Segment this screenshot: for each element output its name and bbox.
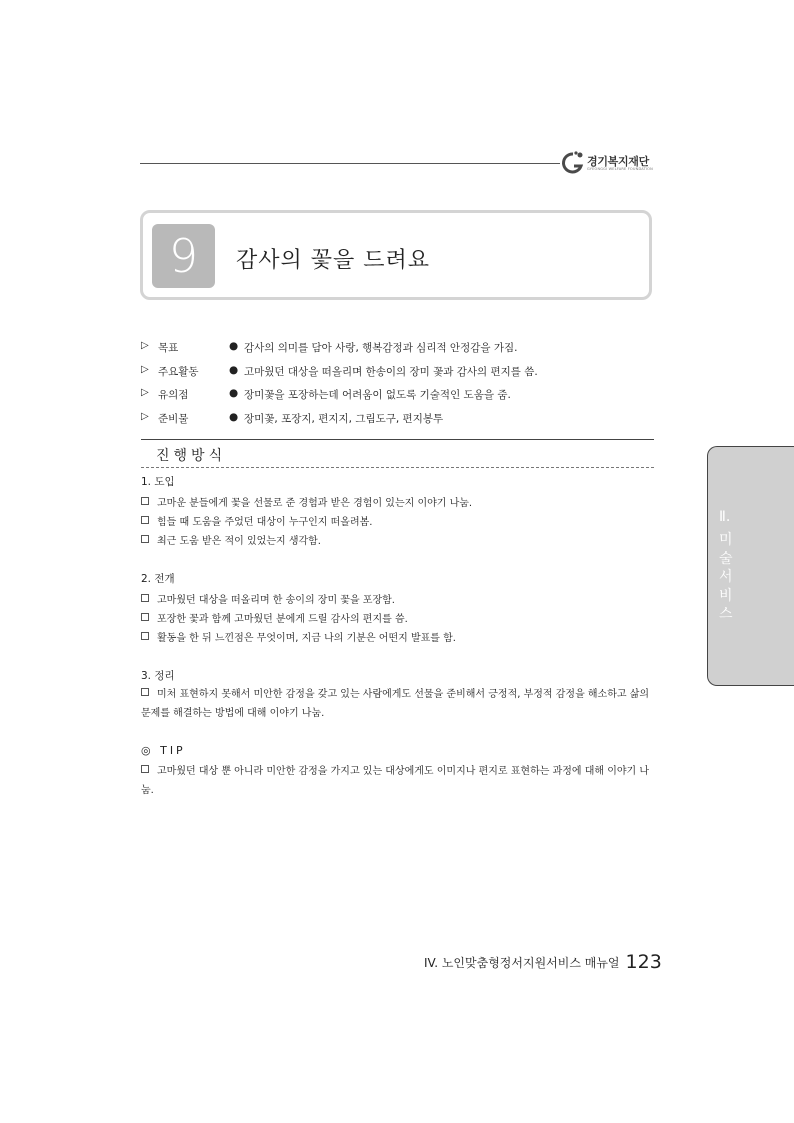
- step-title: 2. 전개: [141, 573, 175, 585]
- activity-meta: [141, 340, 656, 434]
- logo-text: 경기복지재단: [587, 155, 649, 168]
- checkbox-bullet-icon: [141, 632, 149, 640]
- section-heading-text: 진행방식: [156, 448, 227, 464]
- section-heading: [141, 439, 654, 468]
- meta-row-cautions: [141, 387, 656, 411]
- list-item: 활동을 한 뒤 느낀점은 무엇이며, 지금 나의 기분은 어떤지 발표를 함.: [141, 629, 456, 644]
- logo-mark-icon: [561, 150, 585, 176]
- tip-title: ◎ TIP: [141, 744, 186, 757]
- footer-text: IV. 노인맞춤형정서지원서비스 매뉴얼: [424, 956, 620, 970]
- checkbox-bullet-icon: [141, 594, 149, 602]
- checkbox-bullet-icon: [141, 765, 149, 773]
- checkbox-bullet-icon: [141, 497, 149, 505]
- meta-label: 목표: [158, 342, 179, 354]
- meta-row-goal: [141, 340, 656, 364]
- meta-label: 유의점: [158, 389, 189, 401]
- checkbox-bullet-icon: [141, 688, 149, 696]
- side-tab-label: 미술서비스: [719, 532, 733, 622]
- step-title: 1. 도입: [141, 476, 175, 488]
- checkbox-bullet-icon: [141, 516, 149, 524]
- triangle-bullet-icon: ▷: [141, 387, 149, 398]
- title-box: [140, 210, 652, 300]
- dot-bullet-icon: ●: [229, 410, 239, 423]
- dot-bullet-icon: ●: [229, 363, 239, 376]
- list-item: 최근 도움 받은 적이 있었는지 생각함.: [141, 532, 321, 547]
- page-title: 감사의 꽃을 드려요: [236, 248, 431, 273]
- page-number: 123: [625, 951, 662, 973]
- activity-number-badge: 9: [152, 224, 215, 288]
- meta-row-materials: [141, 411, 656, 435]
- triangle-bullet-icon: ▷: [141, 340, 149, 351]
- page-footer: [424, 951, 662, 973]
- foundation-logo: [561, 150, 661, 176]
- list-item: 고마운 분들에게 꽃을 선물로 준 경험과 받은 경험이 있는지 이야기 나눔.: [141, 494, 472, 509]
- list-item: 포장한 꽃과 함께 고마웠던 분에게 드릴 감사의 편지를 씀.: [141, 610, 408, 625]
- dot-bullet-icon: ●: [229, 387, 239, 399]
- list-item: 미처 표현하지 못해서 미안한 감정을 갖고 있는 사람에게도 선물을 준비해서 긍정적, 부정적 감정을 해소하고 삶의 문제를 해결하는 방법에 대해 이야기 나눔.: [141, 689, 650, 719]
- triangle-bullet-icon: ▷: [141, 410, 149, 422]
- step-title: 3. 정리: [141, 670, 175, 682]
- list-item: 힘들 때 도움을 주었던 대상이 누구인지 떠올려봄.: [141, 513, 372, 528]
- tip-text: 고마웠던 대상 뿐 아니라 미안한 감정을 가지고 있는 대상에게도 이미지나 편지로 표현하는 과정에 대해 이야기 나눔.: [141, 766, 650, 796]
- checkbox-bullet-icon: [141, 535, 149, 543]
- triangle-bullet-icon: ▷: [141, 363, 149, 375]
- checkbox-bullet-icon: [141, 613, 149, 621]
- chapter-side-tab: [707, 446, 794, 686]
- side-tab-roman: Ⅱ.: [719, 509, 731, 525]
- meta-label: 준비물: [158, 412, 189, 425]
- meta-value: 감사의 의미를 담아 사랑, 행복감정과 심리적 안정감을 가짐.: [244, 342, 518, 354]
- logo-subtext: GYEONGGI WELFARE FOUNDATION: [587, 167, 653, 171]
- dot-bullet-icon: ●: [229, 340, 239, 352]
- meta-row-main-activity: [141, 364, 656, 388]
- meta-value: 장미꽃, 포장지, 편지지, 그림도구, 편지봉투: [244, 412, 444, 425]
- header-rule: [140, 163, 560, 164]
- meta-value: 장미꽃을 포장하는데 어려움이 없도록 기술적인 도움을 줌.: [244, 389, 511, 401]
- meta-label: 주요활동: [158, 365, 199, 378]
- meta-value: 고마웠던 대상을 떠올리며 한송이의 장미 꽃과 감사의 편지를 씀.: [244, 365, 538, 378]
- list-item: 고마웠던 대상을 떠올리며 한 송이의 장미 꽃을 포장함.: [141, 591, 395, 606]
